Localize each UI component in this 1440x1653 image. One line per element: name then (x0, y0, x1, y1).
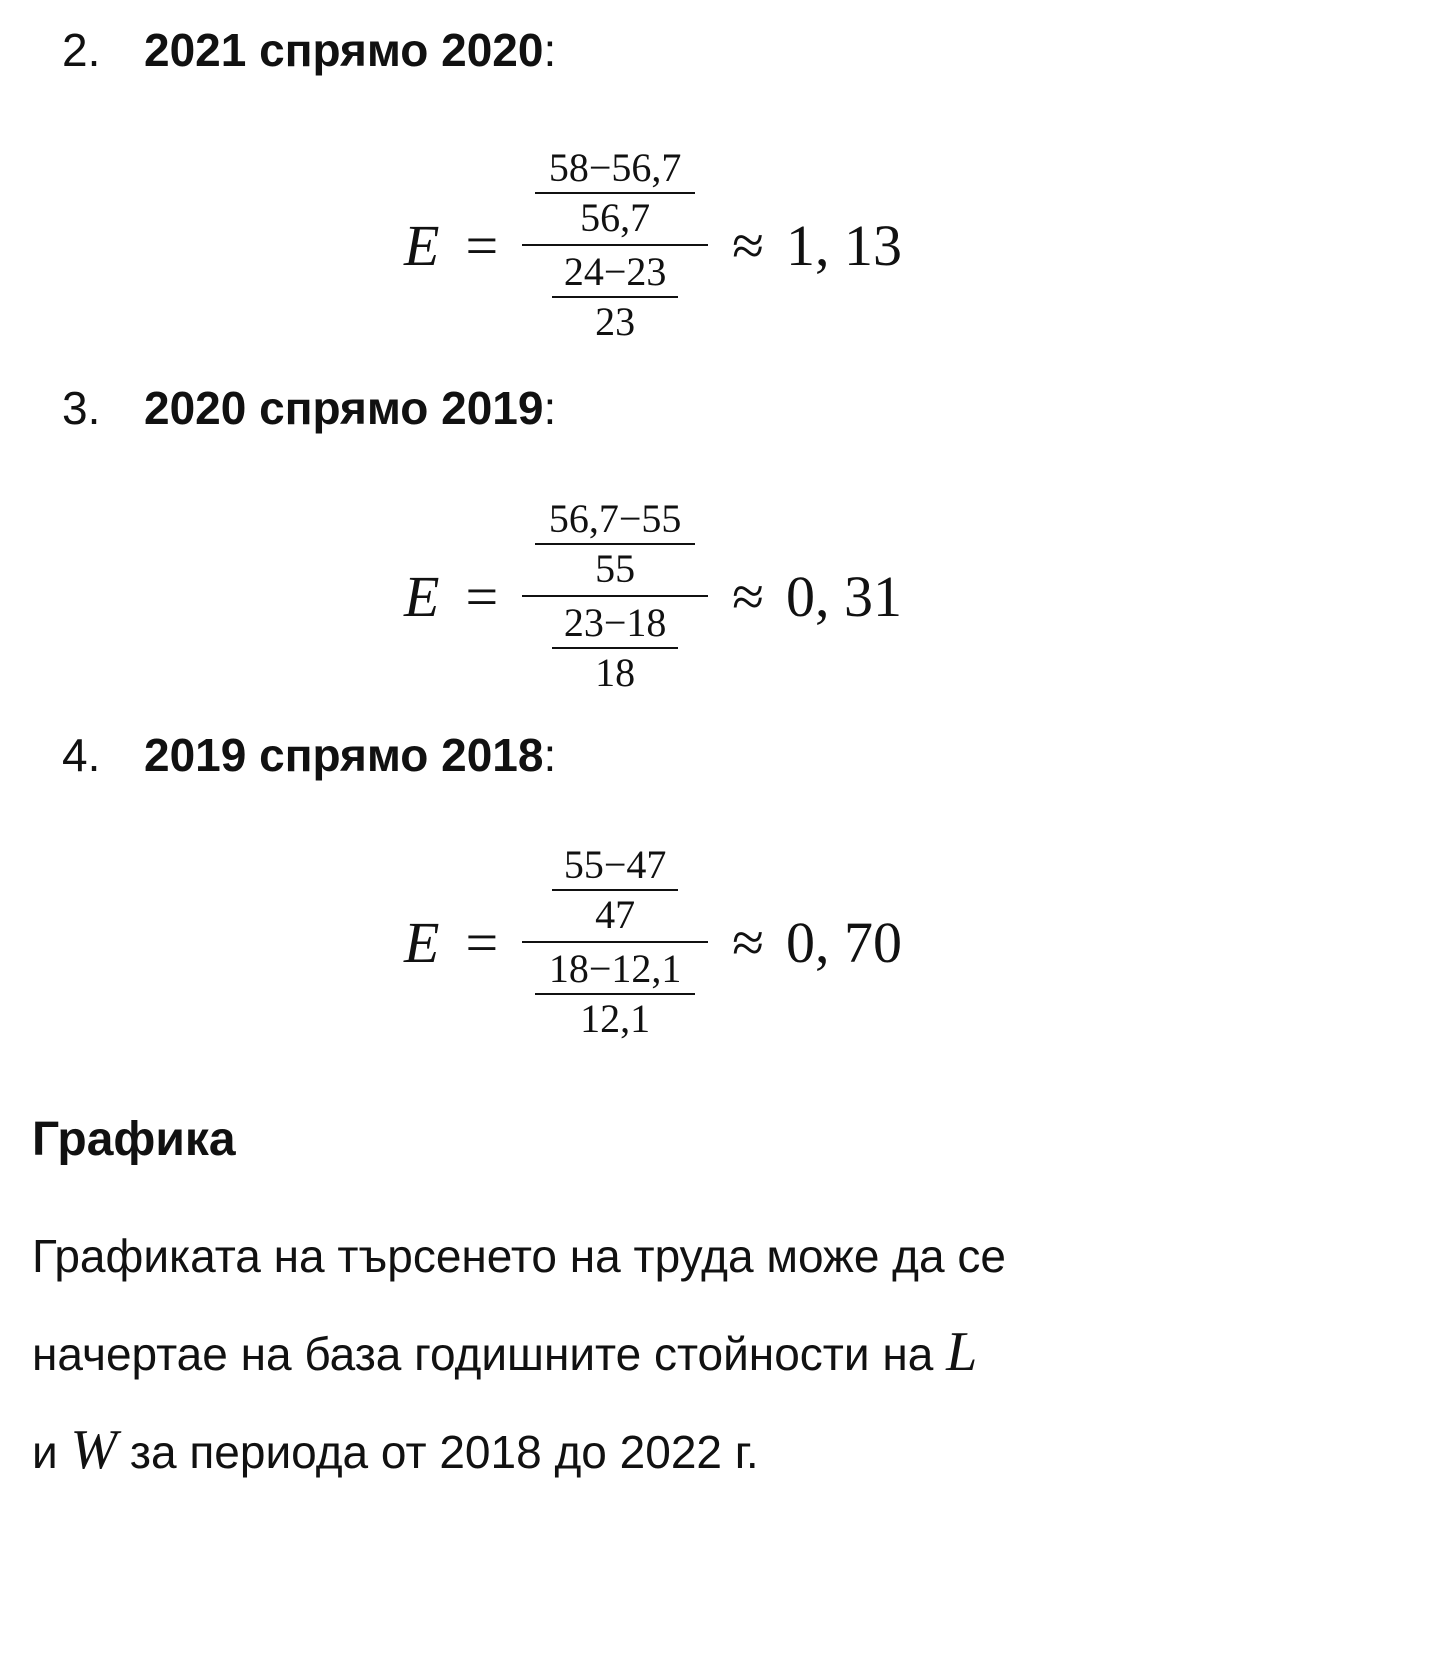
fraction-bar (535, 993, 695, 995)
denominator-top: 18−12,1 (548, 946, 682, 991)
item-number: 2. (62, 24, 101, 76)
main-fraction-bar (522, 595, 708, 597)
item-heading (62, 380, 556, 436)
denominator-bottom: 23 (595, 299, 636, 344)
numerator-bottom: 55 (595, 546, 636, 591)
item-number: 4. (62, 729, 101, 781)
section-heading: Графика (32, 1113, 236, 1166)
formula-variable: E (404, 909, 440, 975)
elasticity-formula (404, 842, 902, 1042)
formula-variable: E (404, 563, 440, 629)
denominator-fraction (552, 250, 678, 344)
numerator-top: 55−47 (563, 842, 667, 887)
item-title: 2019 спрямо 2018 (144, 729, 544, 781)
elasticity-formula (404, 496, 902, 696)
fraction-bar (552, 296, 678, 298)
paragraph-line-1: Графиката на търсенето на труда може да се (32, 1230, 1006, 1282)
approx-sign: ≈ (732, 212, 764, 278)
paragraph-text: и (32, 1426, 71, 1478)
approx-sign: ≈ (732, 563, 764, 629)
paragraph-text: начертае на база годишните стойности на (32, 1328, 947, 1380)
section-paragraph (32, 1208, 1332, 1500)
item-title: 2021 спрямо 2020 (144, 24, 544, 76)
item-colon: : (543, 382, 557, 434)
math-variable-l: L (946, 1321, 978, 1383)
denominator-top: 23−18 (563, 600, 667, 645)
fraction-bar (552, 647, 678, 649)
fraction-bar (552, 889, 678, 891)
equals-sign: = (465, 563, 499, 629)
item-heading (62, 22, 556, 78)
numerator-bottom: 47 (595, 892, 636, 937)
main-fraction-bar (522, 244, 708, 246)
paragraph-line-2 (32, 1304, 1332, 1402)
numerator-bottom: 56,7 (580, 195, 651, 240)
denominator-bottom: 18 (595, 650, 636, 695)
formula-variable: E (404, 212, 440, 278)
fraction-bar (535, 543, 695, 545)
outer-fraction (522, 843, 708, 1041)
numerator-fraction (552, 843, 678, 937)
elasticity-formula (404, 145, 902, 345)
denominator-fraction (535, 947, 695, 1041)
denominator-top: 24−23 (563, 249, 667, 294)
main-fraction-bar (522, 941, 708, 943)
outer-fraction (522, 497, 708, 695)
equals-sign: = (465, 212, 499, 278)
numerator-top: 56,7−55 (548, 496, 682, 541)
formula-result: 0, 31 (786, 563, 902, 629)
denominator-bottom: 12,1 (580, 996, 651, 1041)
item-number: 3. (62, 382, 101, 434)
item-title: 2020 спрямо 2019 (144, 382, 544, 434)
paragraph-text: за периода от 2018 до 2022 г. (117, 1426, 759, 1478)
equals-sign: = (465, 909, 499, 975)
outer-fraction (522, 146, 708, 344)
item-colon: : (543, 24, 557, 76)
math-variable-w: W (70, 1419, 118, 1481)
numerator-fraction (535, 146, 695, 240)
numerator-top: 58−56,7 (548, 145, 682, 190)
numerator-fraction (535, 497, 695, 591)
formula-result: 1, 13 (786, 212, 902, 278)
denominator-fraction (552, 601, 678, 695)
item-heading (62, 727, 556, 783)
fraction-bar (535, 192, 695, 194)
formula-result: 0, 70 (786, 909, 902, 975)
paragraph-line-3 (32, 1402, 1332, 1500)
approx-sign: ≈ (732, 909, 764, 975)
item-colon: : (543, 729, 557, 781)
